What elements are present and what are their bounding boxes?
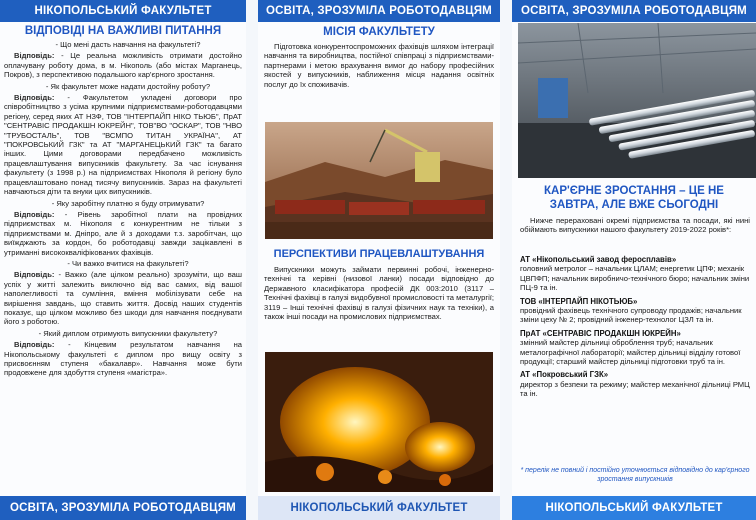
- company-entry: [520, 329, 750, 367]
- company-name: АТ «Покровський ГЗК»: [520, 370, 609, 380]
- career-intro-text: Нижче перераховані окремі підприємства та посади, які нині обіймають випускники нашого факультету 2019-2022 років*:: [520, 216, 750, 235]
- panel-left: [0, 0, 246, 520]
- qa-list: [4, 40, 242, 380]
- question: - Чи важко вчитися на факультеті?: [67, 258, 189, 268]
- answer-label: Відповідь:: [14, 209, 55, 219]
- company-positions: головний метролог – начальник ЦЛАМ; енергетик ЦПФ; механік ЦВПФП; начальник виробничо-технічного бюро; начальник зміни ПЦ-9 та ін.: [520, 264, 750, 293]
- answer: [4, 340, 242, 378]
- answer: [4, 270, 242, 326]
- company-positions: провідний фахівець технічного супроводу продажів; начальник зміни цеху № 2; провідний інженер-технолог ЦЗЛ та ін.: [520, 306, 742, 325]
- answer: [4, 51, 242, 79]
- panel-header: ОСВІТА, ЗРОЗУМІЛА РОБОТОДАВЦЯМ: [512, 0, 756, 22]
- company-list: [520, 255, 750, 403]
- section-title: ВІДПОВІДІ НА ВАЖЛИВІ ПИТАННЯ: [24, 25, 222, 37]
- question: - Який диплом отримують випускники факультету?: [38, 328, 218, 338]
- question: - Що мені дасть навчання на факультеті?: [55, 40, 201, 49]
- furnace-photo: [265, 352, 493, 492]
- panel-header: ОСВІТА, ЗРОЗУМІЛА РОБОТОДАВЦЯМ: [258, 0, 500, 22]
- question: - Яку заробітну платню я буду отримувати?: [51, 198, 205, 208]
- company-name: ТОВ «ІНТЕРПАЙП НІКОТЬЮБ»: [520, 296, 638, 306]
- pipes-photo: [518, 23, 756, 178]
- answer: [4, 210, 242, 257]
- panel-right: [512, 0, 756, 520]
- panel-footer: ОСВІТА, ЗРОЗУМІЛА РОБОТОДАВЦЯМ: [0, 496, 246, 520]
- answer-label: Відповідь:: [14, 270, 55, 280]
- company-entry: [520, 370, 750, 398]
- question: - Як факультет може надати достойну роботу?: [45, 81, 211, 91]
- career-intro: [520, 216, 750, 237]
- footnote: * перелік не повний і постійно уточнюється відповідно до кар'єрного зростання випускників: [520, 467, 750, 483]
- career-title: КАР'ЄРНЕ ЗРОСТАННЯ – ЦЕ НЕ ЗАВТРА, АЛЕ ВЖЕ СЬОГОДНІ: [544, 185, 724, 211]
- answer-label: Відповідь:: [14, 93, 55, 103]
- company-name: ПрАТ «СЕНТРАВІС ПРОДАКШН ЮКРЕЙН»: [520, 328, 681, 338]
- company-positions: змінний майстер дільниці оброблення труб; начальник металографічної лабораторії; майстер дільниці відділу готової продукції; старший майстер дільниці підготовки труб та ін.: [520, 338, 741, 367]
- company-entry: [520, 297, 750, 325]
- prospects-text: [264, 265, 494, 323]
- mission-text: [264, 42, 494, 91]
- mission-title: МІСІЯ ФАКУЛЬТЕТУ: [323, 26, 435, 38]
- answer-text: - Це реальна можливість отримати достойно оплачувану роботу дома, в м. Нікополь (або містах Марганець, Покров), з перспективою подальшого кар'єрного зростання.: [4, 51, 242, 80]
- panel-header: НІКОПОЛЬСЬКИЙ ФАКУЛЬТЕТ: [0, 0, 246, 22]
- answer: [4, 93, 242, 196]
- panel-footer: НІКОПОЛЬСЬКИЙ ФАКУЛЬТЕТ: [512, 496, 756, 520]
- answer-text: - Важко (але цілком реально) зрозуміти, що ваш успіх у житті залежить виключно від вас самих, від вашої наполегливості та сумління, вміння мобілізувати себе на вирішення завдань, що ставить життя. Досвід наших студентів показує, що цілком можливо без шкоди для навчання поєднувати його з роботою.: [4, 270, 242, 327]
- panel-footer: НІКОПОЛЬСЬКИЙ ФАКУЛЬТЕТ: [258, 496, 500, 520]
- prospects-title: ПЕРСПЕКТИВИ ПРАЦЕВЛАШТУВАННЯ: [273, 248, 485, 260]
- mining-photo: [265, 122, 493, 239]
- company-positions: директор з безпеки та режиму; майстер механічної дільниці РМЦ та ін.: [520, 379, 750, 399]
- mission-paragraph: Підготовка конкурентоспроможних фахівців шляхом інтеграції навчання та виробництва, постійної співпраці з підприємствами-партнерами і метою врахування вимог до набору професійних якостей у випускників, наближення місця надання освітніх послуг до їх споживачів.: [264, 42, 494, 89]
- answer-text: - Факультетом укладені договори про співробітництво з усіма крупними підприємствами-роботодавцями регіону, серед яких АТ НЗФ, ТОВ "ІНТЕРПАЙП НІКО ТЬЮБ", ПрАТ "СЕНТРАВІС ПРОДАКШН ЮКРЕЙН", ТОВ"ВО "ОСКАР", ТОВ "НВО "ТРУБОСТАЛЬ", ТОВ "ВСМПО ТИТАН УКРАЇНА", АТ "ПОКРОВСЬКИЙ ГЗК" та АТ "МАРГАНЕЦЬКИЙ ГЗК" та багато інших. Цими договорами передбачено можливість працевлаштування випускників факультету. За час існування факультету (з 1998 р.) на підприємствах Нікополя й регіону було працевлаштовано понад тисячу випускників. Зараз на факультеті навчаються діти та внуки цих випускників.: [4, 93, 242, 197]
- panel-middle: [258, 0, 500, 520]
- answer-text: - Рівень заробітної плати на провідних підприємствах м. Нікополя є конкурентним не тільки з підприємствами м. Дніпро, але й з доходами т.з. заробітчан, що виїжджають за кордон, бо роботодавці завжди зацікавлені в утриманні висококваліфікованих фахівців.: [4, 209, 242, 257]
- answer-label: Відповідь:: [14, 340, 55, 350]
- company-name: АТ «Нікопольський завод феросплавів»: [520, 255, 677, 264]
- answer-text: - Кінцевим результатом навчання на Нікопольському факультеті є диплом про вищу освіту з присвоєнням ступеня «бакалавр». Навчання може бути продовжене для здобуття ступеня «магістра».: [4, 340, 242, 378]
- prospects-paragraph: Випускники можуть займати первинні робочі, інженерно-технічні та керівні (низової ланки) посади відповідно до Державного класифікатора професій ДК 003:2010 (3117 – Технічні фахівці в галузі видобувної промисловості та металургії; 3119 – Інші технічні фахівці в галузі фізичних наук та техніки), а також інші посади на промислових підприємствах.: [264, 265, 494, 322]
- company-entry: [520, 255, 750, 293]
- answer-label: Відповідь:: [14, 51, 55, 61]
